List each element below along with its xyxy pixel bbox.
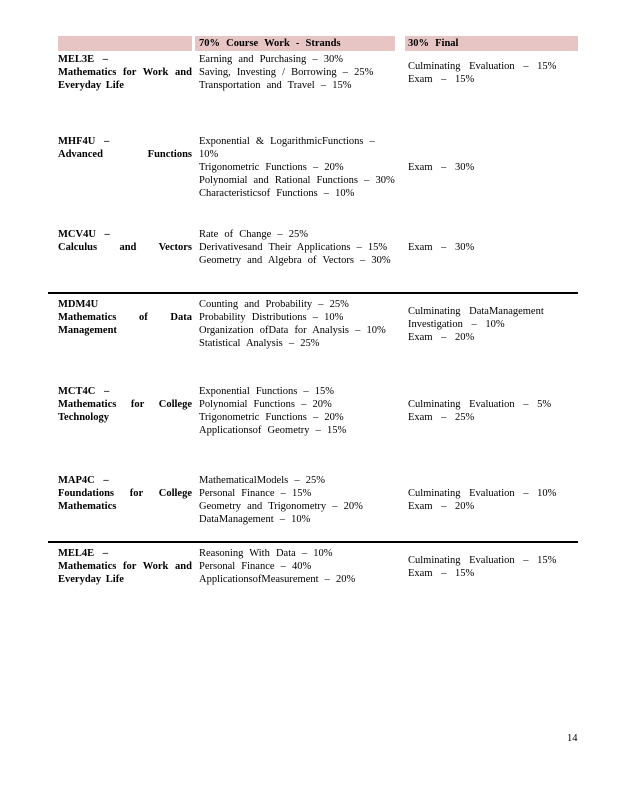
strand-line: Organization ofData for Analysis – 10% bbox=[199, 325, 386, 336]
final-cell bbox=[405, 298, 578, 350]
strand-line: Probability Distributions – 10% bbox=[199, 312, 344, 323]
strand-line: Exponential & LogarithmicFunctions – 10% bbox=[199, 136, 375, 160]
course-name: Advanced Functions bbox=[58, 149, 192, 160]
course-name: Calculus and Vectors bbox=[58, 242, 192, 253]
course-title-cell bbox=[58, 385, 192, 437]
strand-line: Characteristicsof Functions – 10% bbox=[199, 188, 355, 199]
final-line: Exam – 30% bbox=[408, 242, 475, 253]
course-code: MAP4C – bbox=[58, 475, 109, 486]
course-title-cell bbox=[58, 135, 192, 200]
header-strands-cell bbox=[195, 36, 395, 51]
final-cell bbox=[405, 385, 578, 437]
final-line: Culminating Evaluation – 5% bbox=[408, 399, 552, 410]
row-separator bbox=[48, 292, 578, 294]
final-cell bbox=[405, 228, 578, 267]
strand-line: DataManagement – 10% bbox=[199, 514, 311, 525]
final-line: Culminating DataManagement bbox=[408, 305, 544, 317]
course-row-mdm4u bbox=[58, 298, 578, 350]
course-name: Mathematics for Work and Everyday Life bbox=[58, 561, 192, 585]
strand-line: MathematicalModels – 25% bbox=[199, 475, 325, 486]
final-line: Investigation – 10% bbox=[408, 318, 505, 330]
strands-cell bbox=[195, 135, 395, 200]
strand-line: Rate of Change – 25% bbox=[199, 229, 309, 240]
final-line: Exam – 25% bbox=[408, 412, 475, 423]
strands-cell bbox=[195, 547, 395, 586]
course-code: MCV4U – bbox=[58, 229, 110, 240]
page-number: 14 bbox=[567, 733, 578, 744]
row-separator bbox=[48, 541, 578, 543]
course-title-cell bbox=[58, 547, 192, 586]
final-cell bbox=[405, 547, 578, 586]
final-cell bbox=[405, 53, 578, 92]
header-final-cell bbox=[405, 36, 578, 51]
final-cell bbox=[405, 474, 578, 526]
strands-cell bbox=[195, 474, 395, 526]
strand-line: Earning and Purchasing – 30% bbox=[199, 54, 344, 65]
strand-line: Saving, Investing / Borrowing – 25% bbox=[199, 67, 374, 78]
strand-line: Trigonometric Functions – 20% bbox=[199, 412, 344, 423]
course-row-mel4e bbox=[58, 547, 578, 586]
course-title-cell bbox=[58, 228, 192, 267]
course-row-map4c bbox=[58, 474, 578, 526]
course-code: MHF4U – bbox=[58, 136, 110, 147]
strand-line: Personal Finance – 15% bbox=[199, 488, 312, 499]
strands-cell bbox=[195, 53, 395, 92]
course-code: MEL3E – bbox=[58, 54, 109, 65]
strand-line: Geometry and Trigonometry – 20% bbox=[199, 501, 363, 512]
strand-line: Counting and Probability – 25% bbox=[199, 299, 349, 310]
strands-cell bbox=[195, 298, 395, 350]
final-cell bbox=[405, 135, 578, 200]
course-name: Mathematics for Work and Everyday Life bbox=[58, 67, 192, 91]
final-line: Exam – 30% bbox=[408, 162, 475, 173]
course-row-mel3e bbox=[58, 53, 578, 92]
final-line: Exam – 20% bbox=[408, 501, 475, 512]
final-line: Exam – 15% bbox=[408, 567, 475, 579]
strands-cell bbox=[195, 228, 395, 267]
strand-line: Polynomial and Rational Functions – 30% bbox=[199, 175, 395, 186]
strand-line: Transportation and Travel – 15% bbox=[199, 80, 352, 91]
course-title-cell bbox=[58, 53, 192, 92]
course-name: Mathematics for College Technology bbox=[58, 399, 192, 423]
course-code: MEL4E – bbox=[58, 548, 109, 559]
strand-line: Applicationsof Geometry – 15% bbox=[199, 425, 347, 436]
course-row-mcv4u bbox=[58, 228, 578, 267]
final-line: Culminating Evaluation – 15% bbox=[408, 60, 557, 72]
course-evaluation-table bbox=[58, 36, 578, 586]
header-final-label: 30% Final bbox=[408, 38, 459, 49]
strand-line: Trigonometric Functions – 20% bbox=[199, 162, 344, 173]
strands-cell bbox=[195, 385, 395, 437]
course-code: MCT4C – bbox=[58, 386, 110, 397]
strand-line: Polynomial Functions – 20% bbox=[199, 399, 332, 410]
header-course-cell bbox=[58, 36, 192, 51]
strand-line: Derivativesand Their Applications – 15% bbox=[199, 242, 388, 253]
strand-line: Exponential Functions – 15% bbox=[199, 386, 335, 397]
strand-line: ApplicationsofMeasurement – 20% bbox=[199, 574, 356, 585]
course-row-mct4c bbox=[58, 385, 578, 437]
final-line: Culminating Evaluation – 15% bbox=[408, 554, 557, 566]
course-title-cell bbox=[58, 474, 192, 526]
strand-line: Reasoning With Data – 10% bbox=[199, 548, 333, 559]
course-title-cell bbox=[58, 298, 192, 350]
strand-line: Personal Finance – 40% bbox=[199, 561, 312, 572]
final-line: Exam – 15% bbox=[408, 73, 475, 85]
final-line: Exam – 20% bbox=[408, 331, 475, 343]
table-header-row bbox=[58, 36, 578, 51]
header-strands-label: 70% Course Work - Strands bbox=[199, 38, 341, 49]
strand-line: Geometry and Algebra of Vectors – 30% bbox=[199, 255, 391, 266]
course-name: Mathematics of Data Management bbox=[58, 312, 192, 336]
final-line: Culminating Evaluation – 10% bbox=[408, 488, 557, 499]
strand-line: Statistical Analysis – 25% bbox=[199, 338, 320, 349]
course-row-mhf4u bbox=[58, 135, 578, 200]
course-code: MDM4U bbox=[58, 299, 99, 310]
course-name: Foundations for College Mathematics bbox=[58, 488, 192, 512]
